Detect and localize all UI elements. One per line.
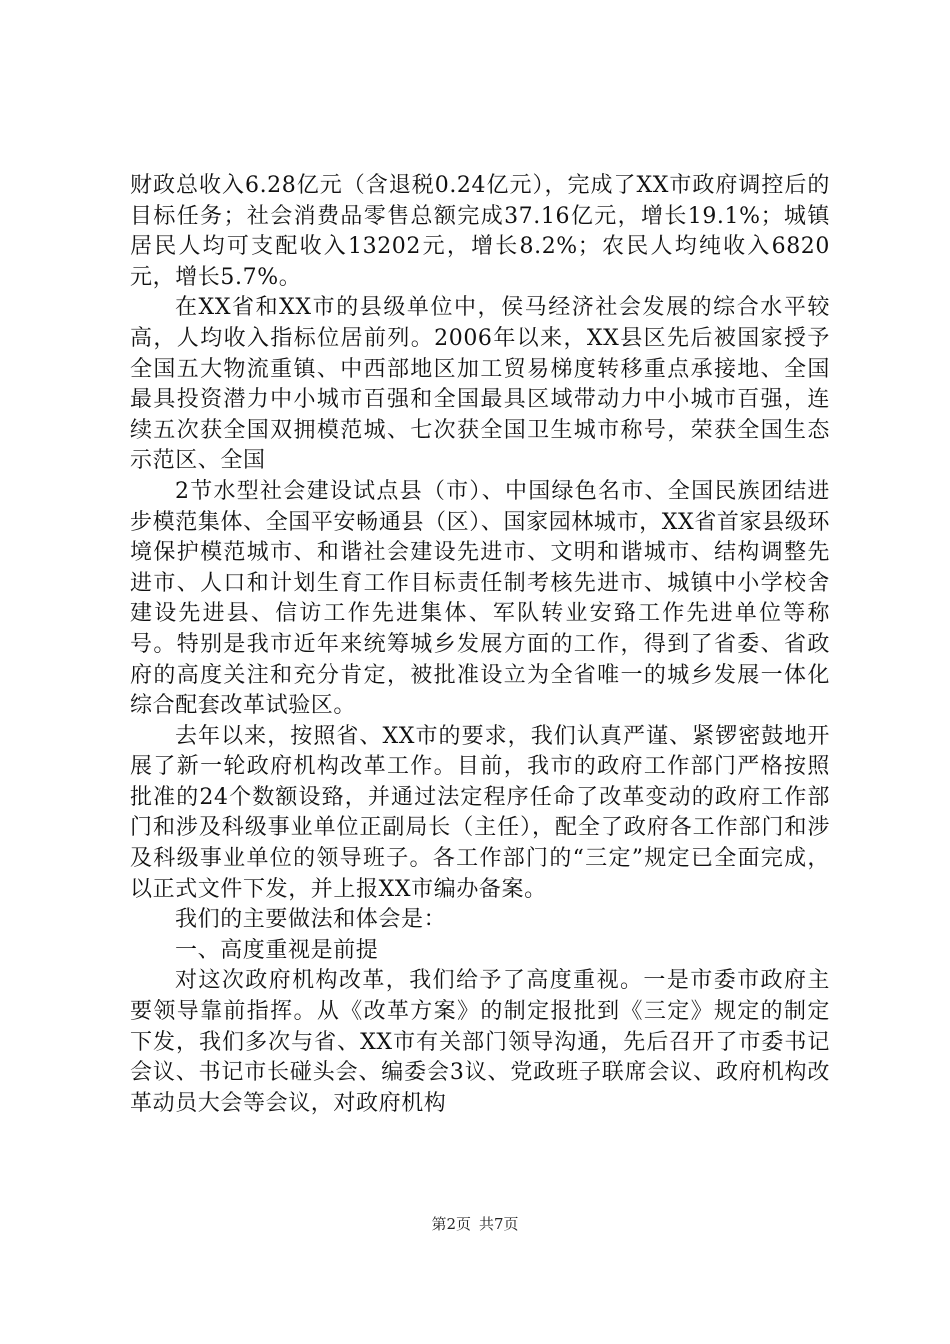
page-total: 共7页 — [479, 1215, 519, 1233]
paragraph-county-development: 在XX省和XX市的县级单位中，侯马经济社会发展的综合水平较高，人均收入指标位居前列。2006年以来，XX县区先后被国家授予全国五大物流重镇、中西部地区加工贸易梯度转移重点承接地、全国最具投资潜力中小城市百强和全国最具区域带动力中小城市百强，连续五次获全国双拥模范城、七次获全国卫生城市称号，荣获全国生态示范区、全国 — [130, 295, 830, 474]
section-heading-1: 一、高度重视是前提 — [175, 937, 379, 963]
page-footer — [0, 1214, 950, 1234]
paragraph-fiscal-revenue: 财政总收入6.28亿元（含退税0.24亿元），完成了XX市政府调控后的目标任务；社会消费品零售总额完成37.16亿元，增长19.1%；城镇居民人均可支配收入13202元，增长8.2%；农民人均纯收入6820元，增长5.7%。 — [130, 173, 830, 290]
paragraph-honors: 2节水型社会建设试点县（市）、中国绿色名市、全国民族团结进步模范集体、全国平安畅通县（区）、国家园林城市，XX省首家县级环境保护模范城市、和谐社会建设先进市、文明和谐城市、结构调整先进市、人口和计划生育工作目标责任制考核先进市、城镇中小学校舍建设先进县、信访工作先进集体、军队转业安臵工作先进单位等称号。特别是我市近年来统筹城乡发展方面的工作，得到了省委、省政府的高度关注和充分肯定，被批准设立为全省唯一的城乡发展一体化综合配套改革试验区。 — [130, 478, 830, 719]
document-body — [130, 171, 830, 1119]
paragraph-reform-progress: 去年以来，按照省、XX市的要求，我们认真严谨、紧锣密鼓地开展了新一轮政府机构改革工作。目前，我市的政府工作部门严格按照批准的24个数额设臵，并通过法定程序任命了改革变动的政府工作部门和涉及科级事业单位正副局长（主任），配全了政府各工作部门和涉及科级事业单位的领导班子。各工作部门的“三定”规定已全面完成，以正式文件下发，并上报XX市编办备案。 — [130, 723, 830, 902]
paragraph-attention: 对这次政府机构改革，我们给予了高度重视。一是市委市政府主要领导靠前指挥。从《改革方案》的制定报批到《三定》规定的制定下发，我们多次与省、XX市有关部门领导沟通，先后召开了市委书记会议、书记市长碰头会、编委会3议、党政班子联席会议、政府机构改革动员大会等会议，对政府机构 — [130, 968, 830, 1116]
page-number: 第2页 — [431, 1215, 471, 1233]
paragraph-practices-intro: 我们的主要做法和体会是： — [175, 907, 447, 933]
